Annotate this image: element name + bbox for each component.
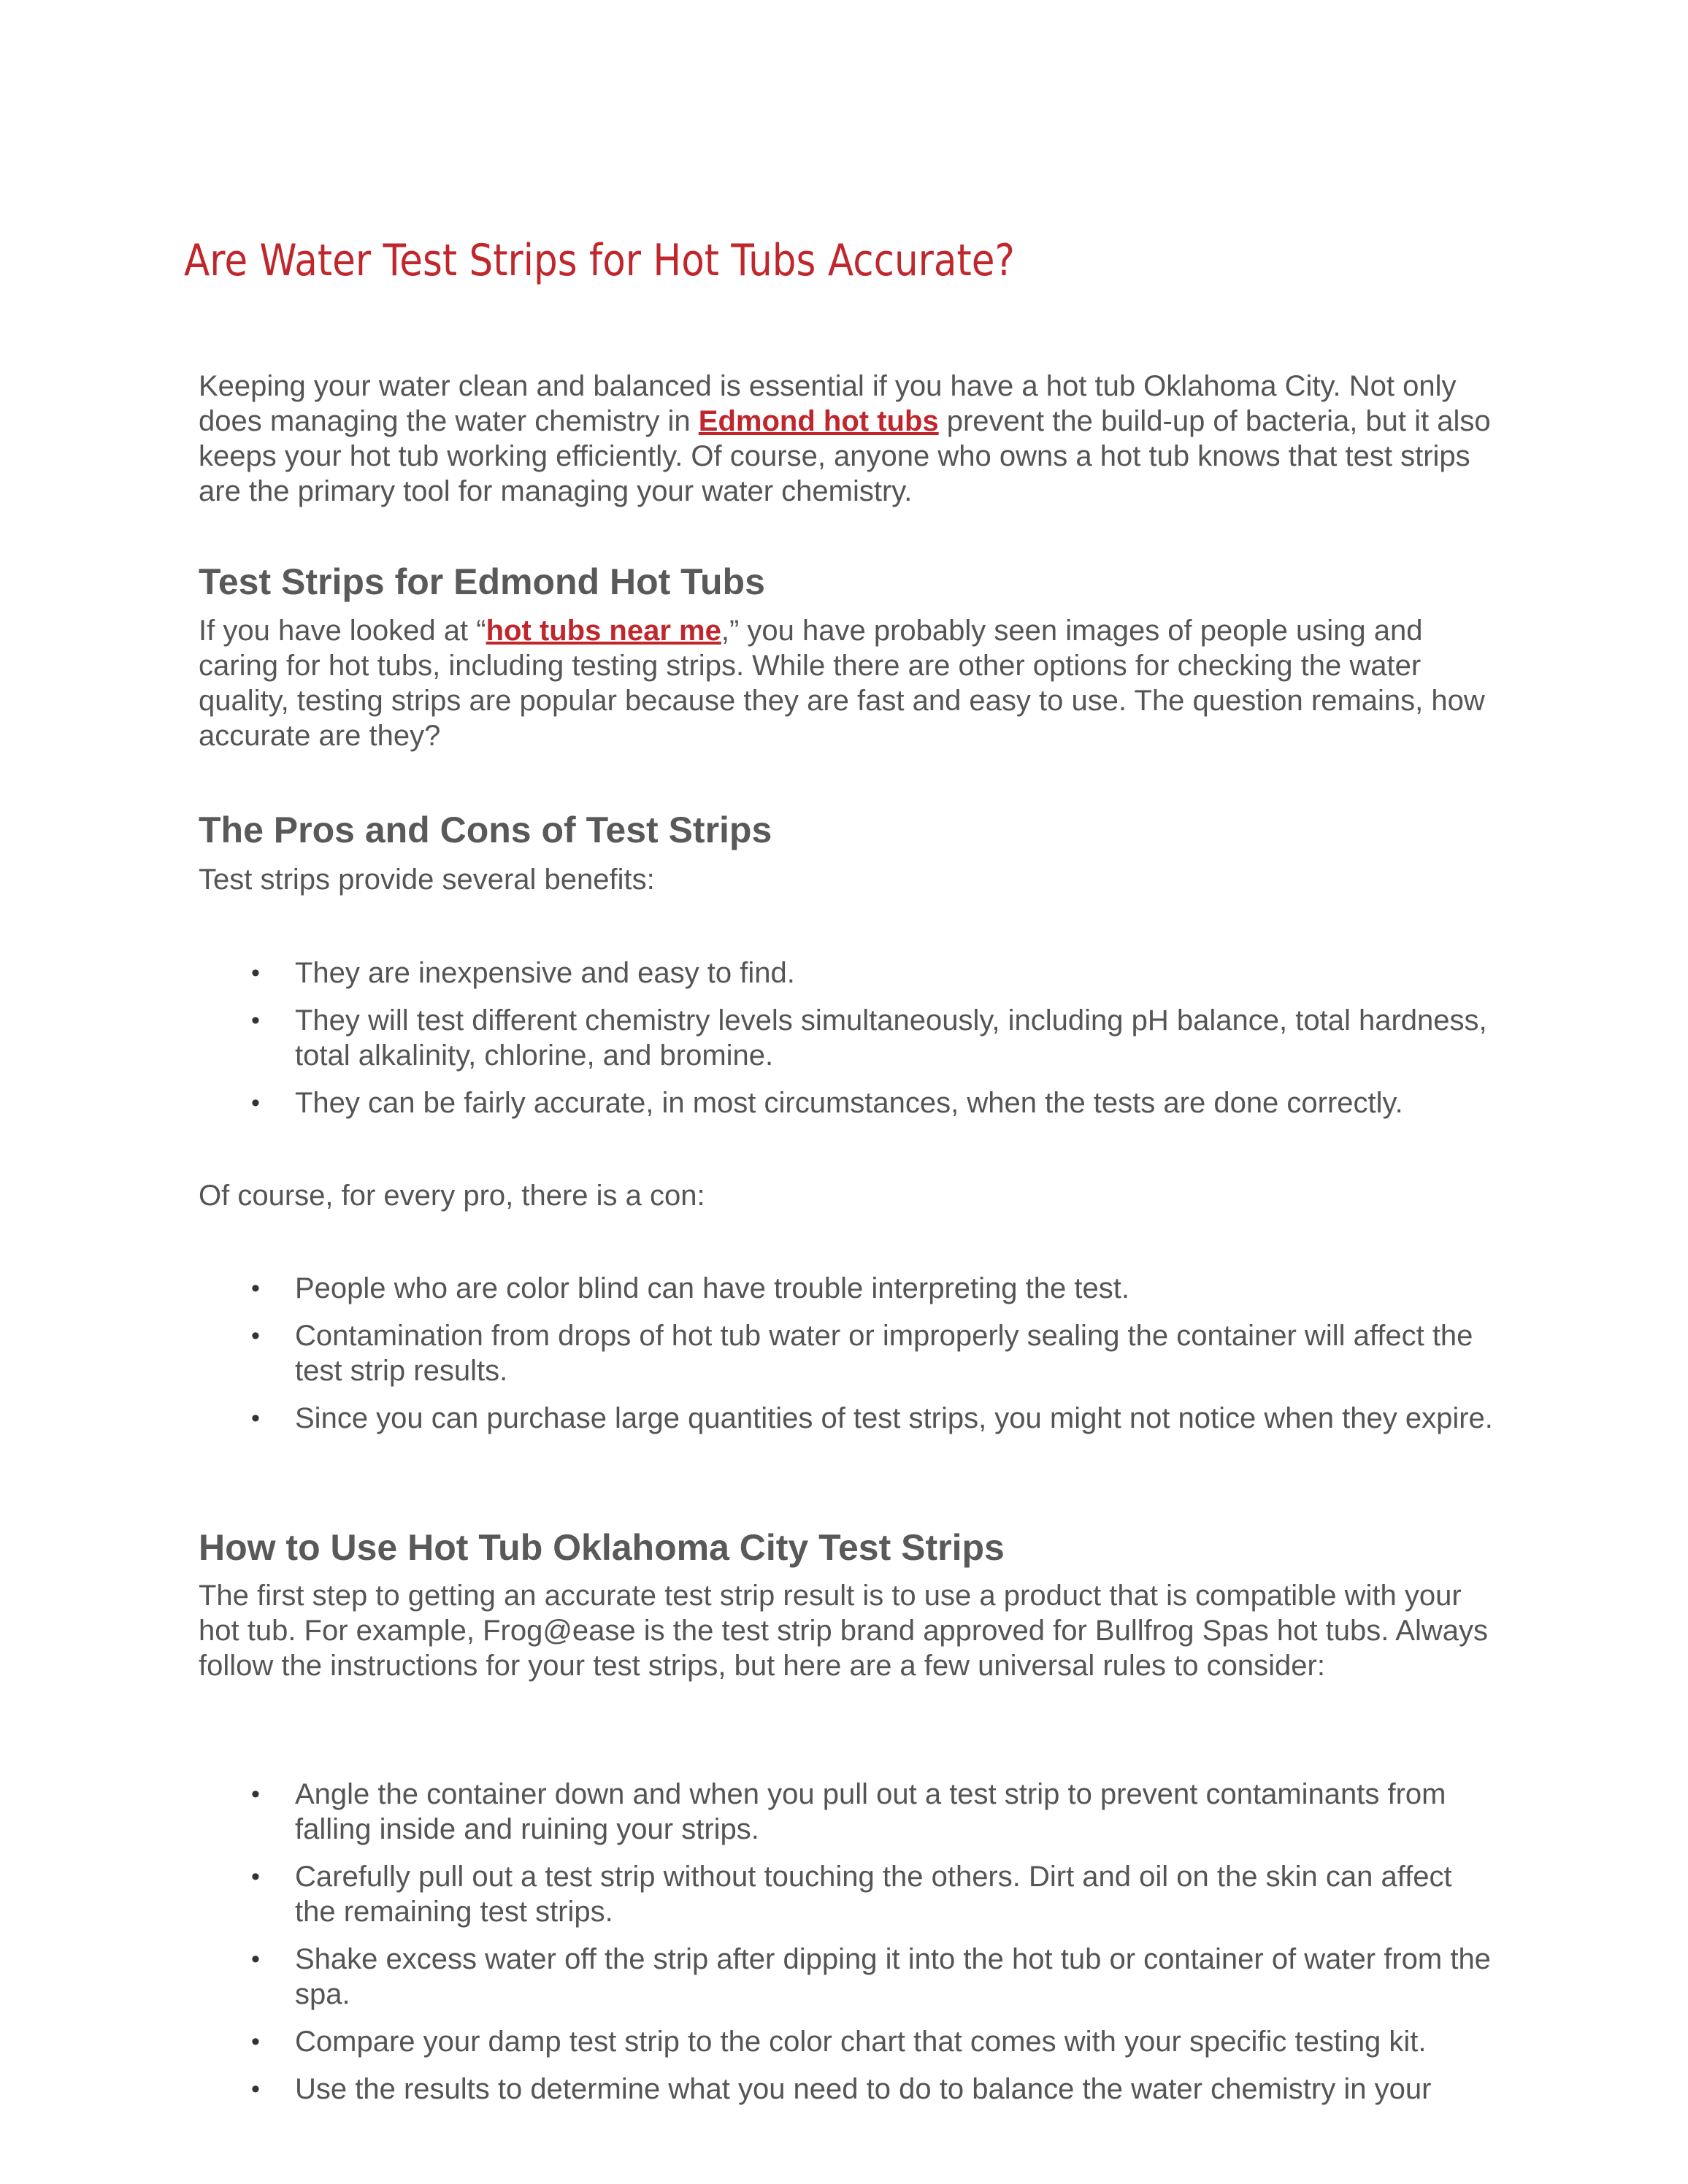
list-item: • Shake excess water off the strip after dipping it into the hot tub or container of water from the spa. — [251, 1943, 1491, 2010]
list-item: • Since you can purchase large quantities of test strips, you might not notice when they expire. — [251, 1402, 1493, 1434]
section-heading-pros-cons: The Pros and Cons of Test Strips — [199, 810, 772, 850]
page-title: Are Water Test Strips for Hot Tubs Accurate? — [184, 235, 1015, 286]
bullet-icon: • — [251, 1007, 260, 1034]
bullet-icon: • — [251, 2028, 260, 2056]
intro-paragraph: Keeping your water clean and balanced is essential if you have a hot tub Oklahoma City. Not only does managing the water chemistry in Edmond hot tubs prevent the build-up of bacteria, but it also keeps your hot tub working efficiently. Of course, anyone who owns a hot tub knows that test strips are the primary tool for managing your water chemistry. — [199, 370, 1491, 507]
list-item: • They can be fairly accurate, in most circumstances, when the tests are done correctly. — [251, 1087, 1403, 1119]
section-heading-test-strips-edmond: Test Strips for Edmond Hot Tubs — [199, 561, 765, 602]
pros-list — [199, 956, 1498, 1133]
bullet-icon: • — [251, 959, 260, 987]
rules-list — [199, 1777, 1498, 2119]
list-item: • They will test different chemistry levels simultaneously, including pH balance, total hardness, total alkalinity, chlorine, and bromine. — [251, 1004, 1487, 1072]
bullet-icon: • — [251, 2075, 260, 2103]
list-item: • Carefully pull out a test strip without touching the others. Dirt and oil on the skin can affect the remaining test strips. — [251, 1861, 1452, 1928]
edmond-hot-tubs-link[interactable]: Edmond hot tubs — [698, 405, 939, 437]
list-item: • Angle the container down and when you pull out a test strip to prevent contaminants from falling inside and ruining your strips. — [251, 1778, 1446, 1845]
cons-intro: Of course, for every pro, there is a con: — [199, 1180, 705, 1212]
hot-tubs-near-me-link[interactable]: hot tubs near me — [486, 615, 721, 647]
list-item: • Contamination from drops of hot tub water or improperly sealing the container will affect the test strip results. — [251, 1320, 1473, 1387]
bullet-icon: • — [251, 1274, 260, 1302]
section-heading-how-to-use: How to Use Hot Tub Oklahoma City Test Strips — [199, 1527, 1005, 1568]
list-item: • Use the results to determine what you need to do to balance the water chemistry in your — [251, 2073, 1432, 2105]
bullet-icon: • — [251, 1089, 260, 1117]
section1-paragraph: If you have looked at “hot tubs near me,” you have probably seen images of people using and caring for hot tubs, including testing strips. While there are other options for checking the water quality, testing strips are popular because they are fast and easy to use. The question remains, how accurate are they? — [199, 615, 1485, 752]
cons-list — [199, 1271, 1498, 1448]
list-item: • They are inexpensive and easy to find. — [251, 957, 795, 989]
bullet-icon: • — [251, 1945, 260, 1973]
pros-intro: Test strips provide several benefits: — [199, 864, 655, 896]
bullet-icon: • — [251, 1322, 260, 1350]
bullet-icon: • — [251, 1404, 260, 1432]
bullet-icon: • — [251, 1863, 260, 1891]
list-item: • Compare your damp test strip to the color chart that comes with your specific testing kit. — [251, 2026, 1427, 2058]
bullet-icon: • — [251, 1780, 260, 1808]
how-to-intro: The first step to getting an accurate test strip result is to use a product that is compatible with your hot tub. For example, Frog@ease is the test strip brand approved for Bullfrog Spas hot tubs. Always follow the instructions for your test strips, but here are a few universal rules to consider: — [199, 1580, 1488, 1682]
list-item: • People who are color blind can have trouble interpreting the test. — [251, 1272, 1129, 1304]
